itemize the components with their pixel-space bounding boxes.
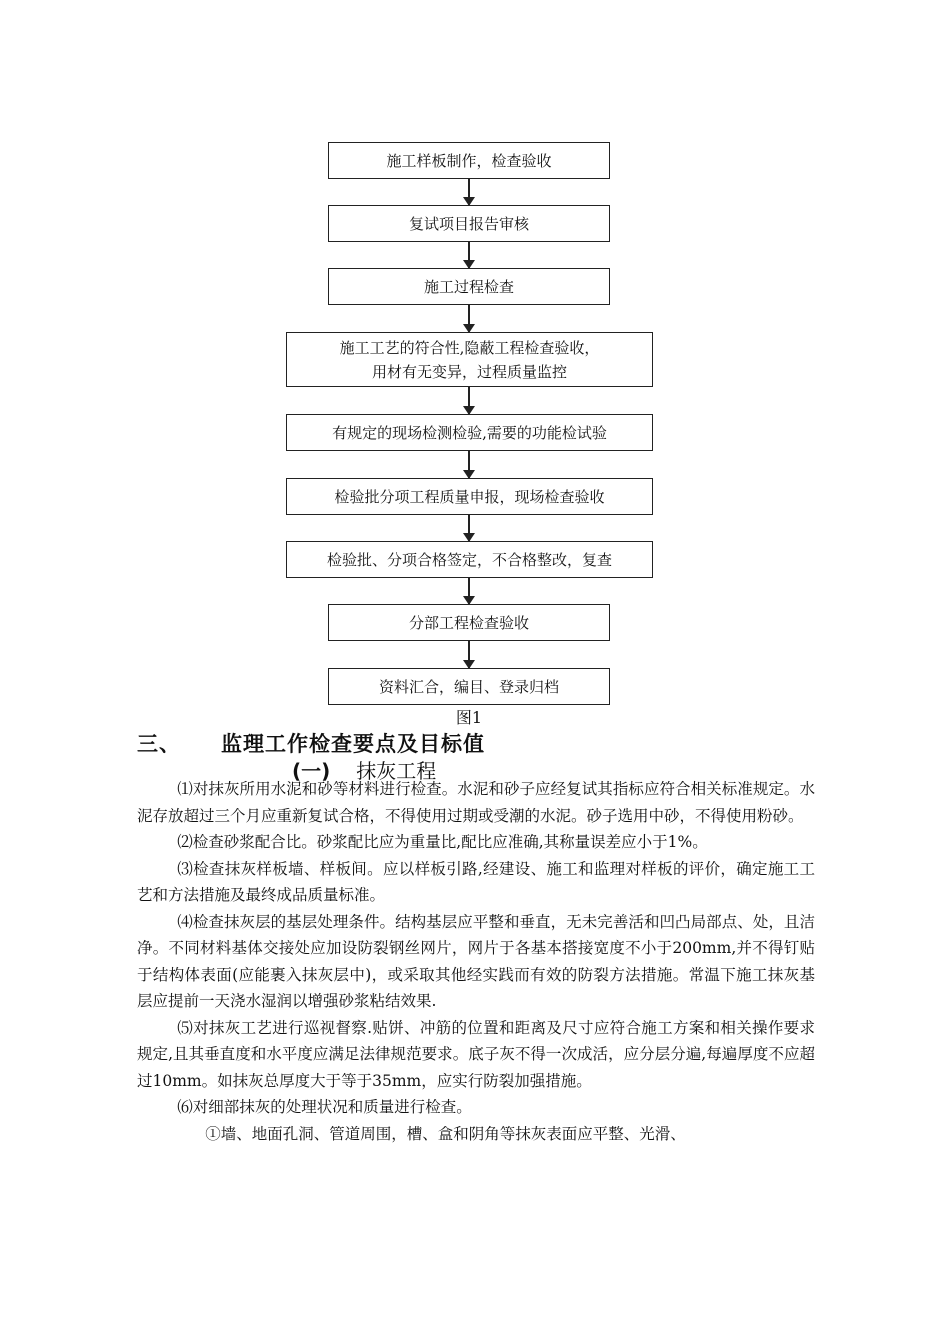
flow-step-5 xyxy=(286,414,653,451)
flow-step-6 xyxy=(286,478,653,515)
flow-step-1 xyxy=(328,142,610,179)
paragraph: ⑸对抹灰工艺进行巡视督察.贴饼、冲筋的位置和距离及尺寸应符合施工方案和相关操作要求规定,且其垂直度和水平度应满足法律规范要求。底子灰不得一次成活，应分层分遍,每遍厚度不应超过10mm。如抹灰总厚度大于等于35mm，应实行防裂加强措施。 xyxy=(137,1018,815,1090)
flow-arrow xyxy=(468,179,470,205)
paragraph: ⑷检查抹灰层的基层处理条件。结构基层应平整和垂直，无未完善活和凹凸局部点、处，且洁净。不同材料基体交接处应加设防裂钢丝网片，网片于各基本搭接宽度不小于200mm,并不得钉贴于结构体表面(应能裹入抹灰层中)，或采取其他经实践而有效的防裂方法措施。常温下施工抹灰基层应提前一天浇水湿润以增强砂浆粘结效果. xyxy=(137,912,815,1010)
section-number: 三、 xyxy=(137,732,181,756)
paragraph: ⑶检查抹灰样板墙、样板间。应以样板引路,经建设、施工和监理对样板的评价，确定施工工艺和方法措施及最终成品质量标准。 xyxy=(137,859,815,904)
flow-arrow xyxy=(468,242,470,268)
flow-arrow xyxy=(468,515,470,541)
flow-step-text: 用材有无变异，过程质量监控 xyxy=(371,362,567,381)
flow-step-text: 分部工程检查验收 xyxy=(408,613,529,632)
figure-caption: 图1 xyxy=(455,708,483,727)
flow-step-7 xyxy=(286,541,653,578)
flow-arrow xyxy=(468,305,470,332)
flow-step-text: 资料汇合，编目、登录归档 xyxy=(378,677,559,696)
flow-step-text: 检验批、分项合格签定，不合格整改，复查 xyxy=(326,550,612,569)
flow-step-text: 有规定的现场检测检验,需要的功能检试验 xyxy=(332,423,607,442)
flow-step-text: 施工工艺的符合性,隐蔽工程检查验收， xyxy=(339,338,600,357)
paragraph: ⑵检查砂浆配合比。砂浆配比应为重量比,配比应准确,其称量误差应小于1%。 xyxy=(177,833,708,851)
subsection-number: (一) xyxy=(292,759,331,783)
flow-step-4 xyxy=(286,332,653,387)
flow-step-text: 施工过程检查 xyxy=(423,277,514,296)
sub-item: ①墙、地面孔洞、管道周围，槽、盒和阴角等抹灰表面应平整、光滑、 xyxy=(205,1124,686,1143)
flow-step-8 xyxy=(328,604,610,641)
flow-arrow xyxy=(468,387,470,414)
flow-step-text: 施工样板制作，检查验收 xyxy=(386,151,552,170)
paragraph: ⑹对细部抹灰的处理状况和质量进行检查。 xyxy=(177,1098,472,1116)
flow-step-9 xyxy=(328,668,610,705)
section-heading xyxy=(137,728,485,758)
flow-arrow xyxy=(468,578,470,604)
flow-step-2 xyxy=(328,205,610,242)
flow-step-3 xyxy=(328,268,610,305)
section-title: 监理工作检查要点及目标值 xyxy=(221,732,485,756)
flow-step-text: 检验批分项工程质量申报，现场检查验收 xyxy=(334,487,605,506)
body-text xyxy=(137,776,815,1147)
flow-step-text: 复试项目报告审核 xyxy=(408,214,529,233)
subsection-title: 抹灰工程 xyxy=(356,759,437,783)
flow-arrow xyxy=(468,641,470,668)
flow-arrow xyxy=(468,451,470,478)
paragraph: ⑴对抹灰所用水泥和砂等材料进行检查。水泥和砂子应经复试其指标应符合相关标准规定。水泥存放超过三个月应重新复试合格，不得使用过期或受潮的水泥。砂子选用中砂，不得使用粉砂。 xyxy=(137,780,815,825)
